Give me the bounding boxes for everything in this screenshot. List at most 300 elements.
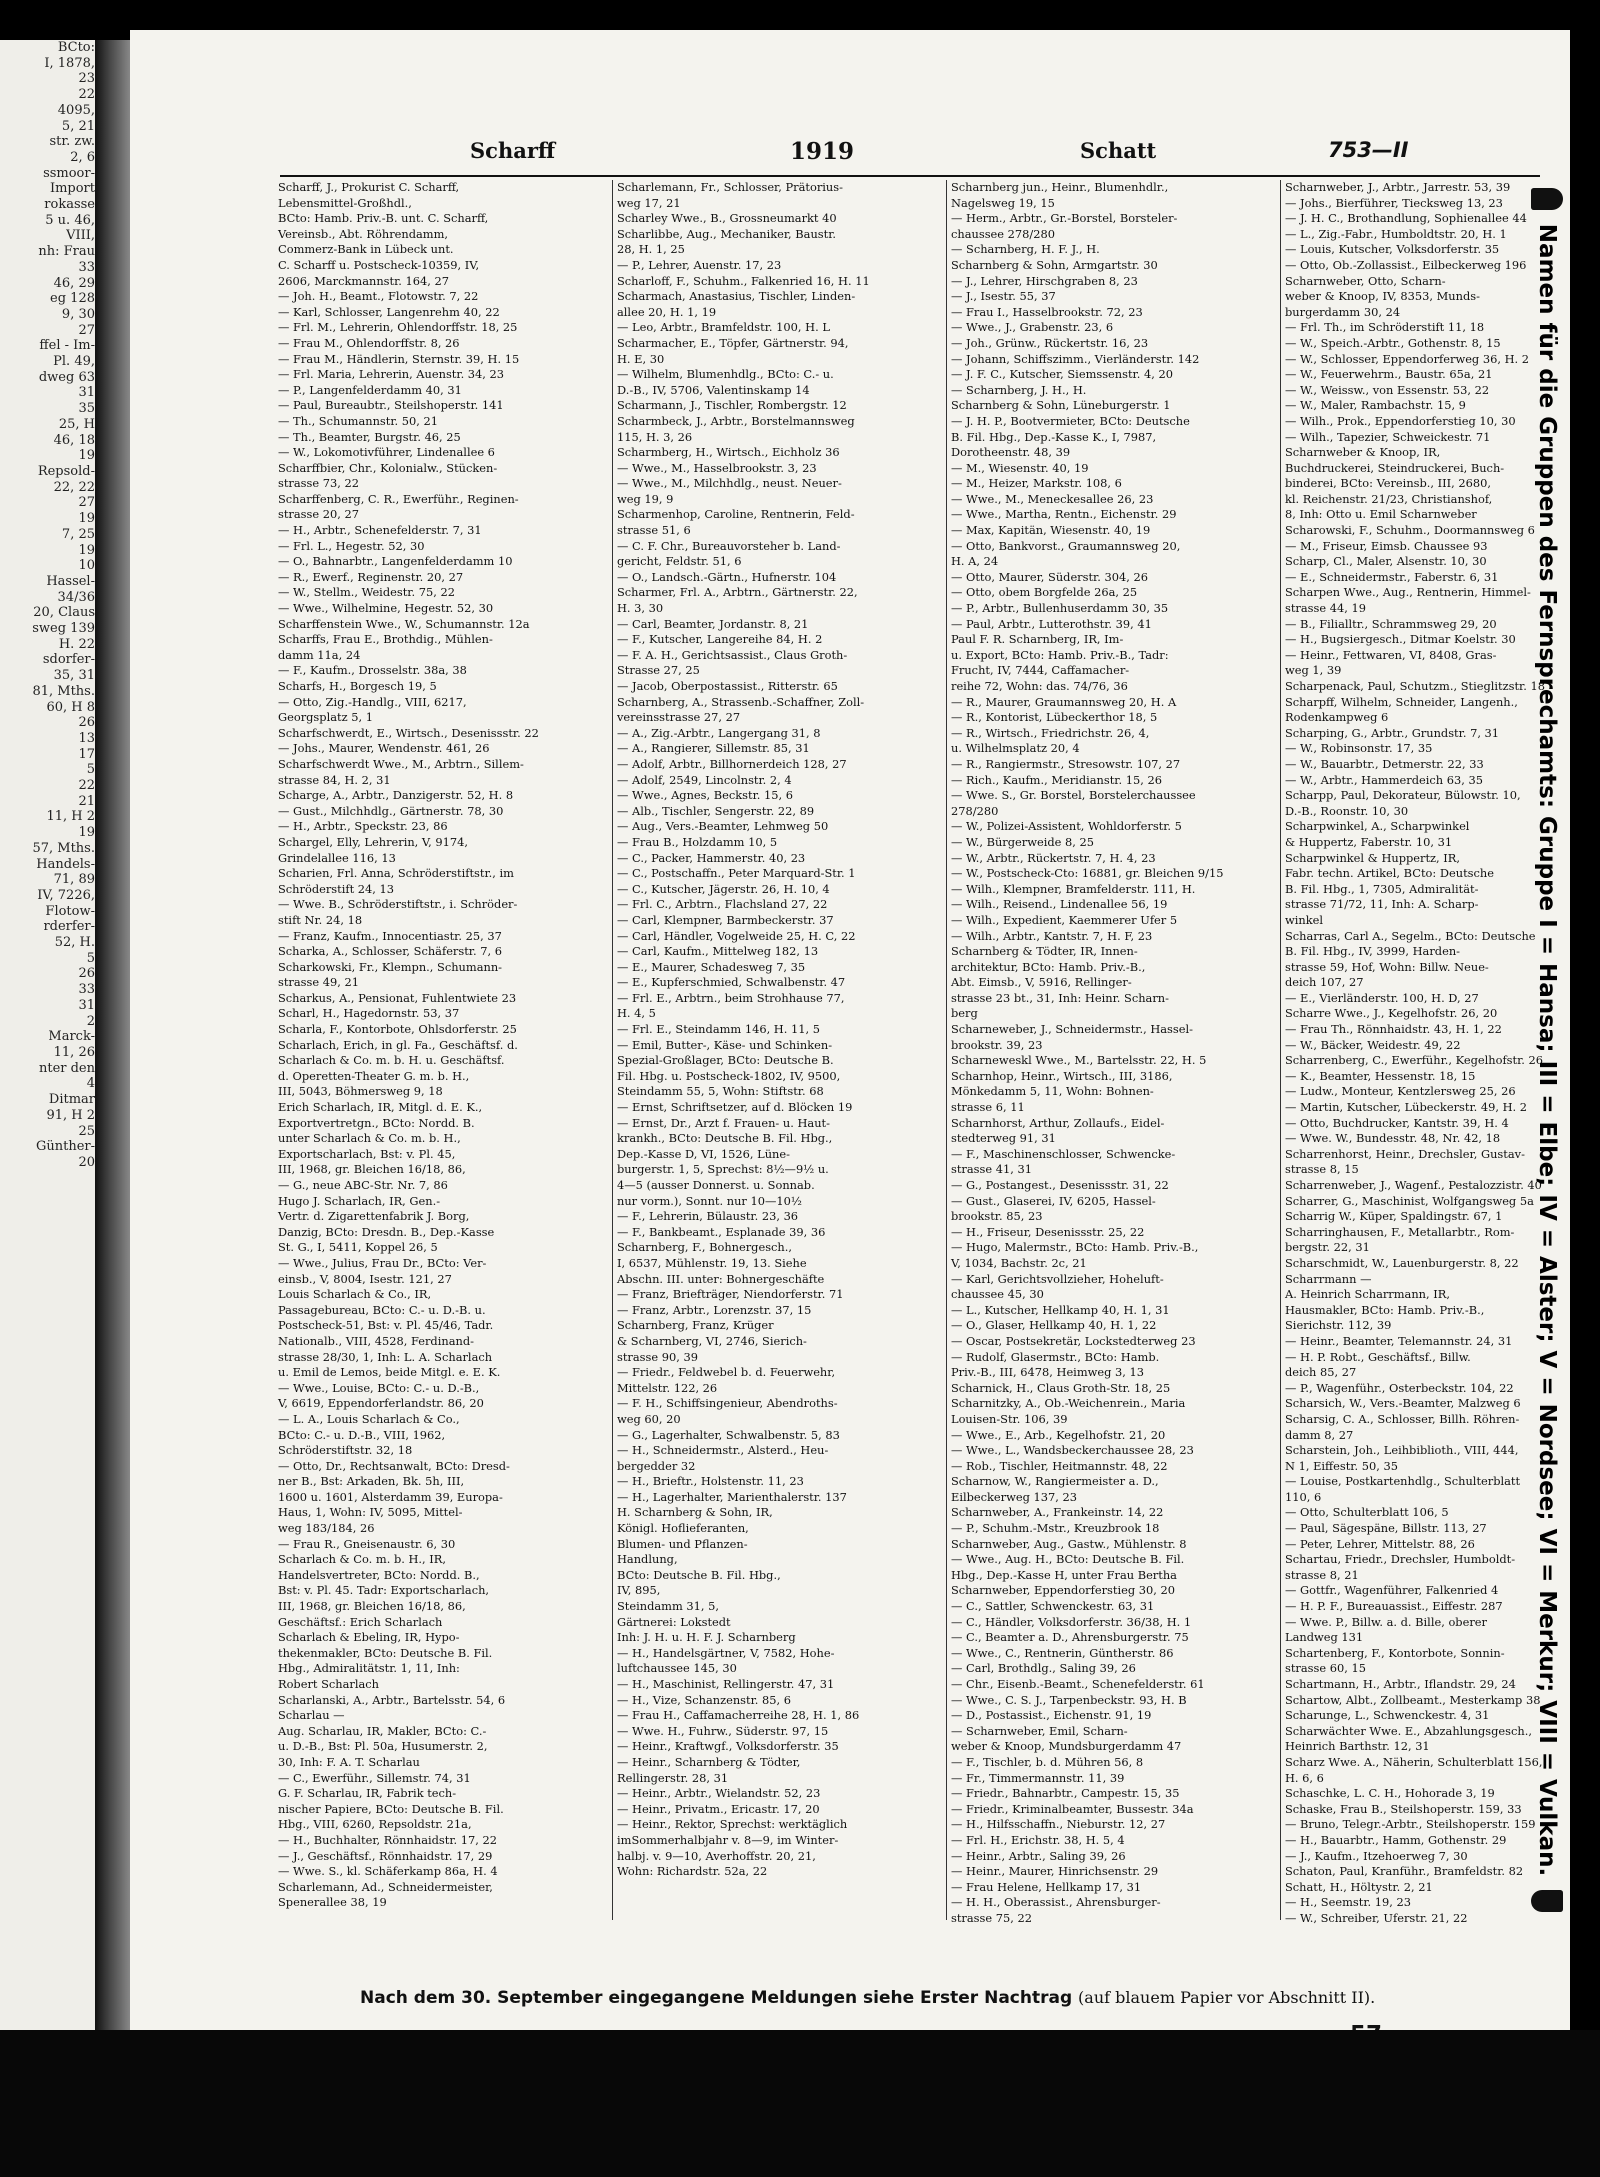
- directory-entry: Abschn. III. unter: Bohnergeschäfte: [617, 1271, 825, 1286]
- directory-entry: — Wilh., Klempner, Bramfelderstr. 111, H.: [951, 881, 1196, 896]
- directory-entry: Scharnweber, Otto, Scharn-: [1285, 273, 1446, 288]
- directory-entry: Grindelallee 116, 13: [278, 850, 396, 865]
- directory-entry: damm 8, 27: [1285, 1427, 1354, 1442]
- directory-entry: damm 11a, 24: [278, 647, 361, 662]
- directory-entry: Exportvertretgn., BCto: Nordd. B.: [278, 1115, 475, 1130]
- directory-entry: — Rich., Kaufm., Meridianstr. 15, 26: [951, 772, 1162, 787]
- directory-entry: — Emil, Butter-, Käse- und Schinken-: [617, 1037, 833, 1052]
- directory-entry: Hbg., VIII, 6260, Repsoldstr. 21a,: [278, 1817, 472, 1832]
- directory-entry: Hbg., Admiralitätstr. 1, 11, Inh:: [278, 1661, 460, 1676]
- directory-entry: Haus, 1, Wohn: IV, 5095, Mittel-: [278, 1505, 463, 1520]
- directory-entry: Scharstein, Joh., Leihbiblioth., VIII, 444,: [1285, 1443, 1519, 1458]
- directory-entry: strasse 6, 11: [951, 1100, 1025, 1115]
- directory-entry: weg 19, 9: [617, 491, 674, 506]
- directory-entry: Scharpwinkel, A., Scharpwinkel: [1285, 819, 1470, 834]
- directory-entry: — Friedr., Bahnarbtr., Campestr. 15, 35: [951, 1786, 1180, 1801]
- directory-entry: — F., Kutscher, Langereihe 84, H. 2: [617, 632, 823, 647]
- directory-entry: D.-B., IV, 5706, Valentinskamp 14: [617, 382, 810, 397]
- directory-entry: — C., Ewerführ., Sillemstr. 74, 31: [278, 1770, 471, 1785]
- adjacent-page-text: 11, 26: [53, 1045, 95, 1060]
- directory-entry: Scharneweber, J., Schneidermstr., Hassel-: [951, 1022, 1193, 1037]
- directory-entry: — Franz, Kaufm., Innocentiastr. 25, 37: [278, 928, 502, 943]
- directory-entry: — Scharnberg, J. H., H.: [951, 382, 1087, 397]
- adjacent-page-text: ffel - Im-: [39, 338, 95, 354]
- directory-entry: B. Fil. Hbg., 1, 7305, Admiralität-: [1285, 881, 1479, 896]
- directory-entry: — Otto, Bankvorst., Graumannsweg 20,: [951, 538, 1181, 553]
- directory-entry: strasse 41, 31: [951, 1162, 1032, 1177]
- adjacent-page-text: 35, 31: [53, 668, 95, 684]
- directory-entry: — P., Lehrer, Auenstr. 17, 23: [617, 257, 782, 272]
- directory-entry: — M., Friseur, Eimsb. Chaussee 93: [1285, 538, 1488, 553]
- directory-entry: — E., Kupferschmied, Schwalbenstr. 47: [617, 975, 846, 990]
- directory-entry: — H., Vize, Schanzenstr. 85, 6: [617, 1692, 792, 1707]
- scan-bottom-shadow: [0, 2030, 1600, 2177]
- directory-entry: stedterweg 91, 31: [951, 1131, 1056, 1146]
- directory-entry: III, 5043, Böhmersweg 9, 18: [278, 1084, 443, 1099]
- directory-entry: — G., neue ABC-Str. Nr. 7, 86: [278, 1178, 448, 1192]
- directory-entry: — C., Beamter a. D., Ahrensburgerstr. 75: [951, 1630, 1189, 1645]
- directory-entry: — W., Bürgerweide 8, 25: [951, 834, 1094, 849]
- directory-entry: — Martin, Kutscher, Lübeckerstr. 49, H. 2: [1285, 1100, 1528, 1115]
- directory-entry: — Carl, Brothdlg., Saling 39, 26: [951, 1661, 1136, 1676]
- directory-entry: — Wwe., M., Meneckesallee 26, 23: [951, 491, 1154, 506]
- adjacent-page-text: nh: Frau: [38, 244, 95, 260]
- adjacent-page-text: Marck-: [48, 1029, 95, 1045]
- directory-entry: architektur, BCto: Hamb. Priv.-B.,: [951, 959, 1146, 974]
- directory-entry: Schaschke, L. C. H., Hohorade 3, 19: [1285, 1786, 1495, 1801]
- directory-entry: Hausmakler, BCto: Hamb. Priv.-B.,: [1285, 1302, 1485, 1317]
- directory-entry: — E., Maurer, Schadesweg 7, 35: [617, 959, 806, 974]
- directory-entry: — W., Arbtr., Rückertstr. 7, H. 4, 23: [951, 850, 1156, 865]
- directory-entry: BCto: Hamb. Priv.-B. unt. C. Scharff,: [278, 211, 489, 226]
- adjacent-page-text: 11, H 2: [46, 809, 95, 825]
- adjacent-page-text: Günther-: [35, 1139, 95, 1155]
- directory-entry: — R., Ewerf., Reginenstr. 20, 27: [278, 569, 464, 584]
- adjacent-page-text: 19: [78, 511, 95, 527]
- directory-entry: — Paul, Arbtr., Lutterothstr. 39, 41: [951, 616, 1152, 631]
- directory-entry: — H., Friseur, Desenissstr. 25, 22: [951, 1224, 1145, 1239]
- directory-entry: chaussee 45, 30: [951, 1287, 1044, 1302]
- directory-entry: Königl. Hoflieferanten,: [617, 1521, 749, 1536]
- directory-entry: Nationalb., VIII, 4528, Ferdinand-: [278, 1333, 474, 1348]
- directory-entry: Gärtnerei: Lokstedt: [617, 1614, 731, 1629]
- directory-entry: Scharwächter Wwe. E., Abzahlungsgesch.,: [1285, 1723, 1532, 1738]
- directory-entry: strasse 28/30, 1, Inh: L. A. Scharlach: [278, 1349, 493, 1364]
- directory-entry: G. F. Scharlau, IR, Fabrik tech-: [278, 1786, 457, 1801]
- directory-entry: — Otto, Zig.-Handlg., VIII, 6217,: [278, 694, 467, 709]
- directory-entry: — M., Heizer, Markstr. 108, 6: [951, 476, 1122, 491]
- directory-entry: — J., Isestr. 55, 37: [951, 289, 1056, 304]
- telephone-groups-banner: [1525, 180, 1569, 1920]
- adjacent-page-text: 22, 22: [53, 479, 95, 495]
- directory-entry: Scharpwinkel & Huppertz, IR,: [1285, 850, 1460, 865]
- directory-entry: Nagelsweg 19, 15: [951, 195, 1055, 210]
- directory-entry: H. Scharnberg & Sohn, IR,: [617, 1505, 773, 1520]
- directory-entry: Scharlemann, Ad., Schneidermeister,: [278, 1879, 493, 1894]
- directory-entry: — Carl, Händler, Vogelweide 25, H. C, 22: [617, 928, 856, 943]
- directory-entry: strasse 84, H. 2, 31: [278, 772, 391, 787]
- directory-entry: — Frl. E., Arbtrn., beim Strohhause 77,: [617, 990, 845, 1005]
- directory-entry: A. Heinrich Scharrmann, IR,: [1285, 1287, 1450, 1302]
- directory-entry: Scharre Wwe., J., Kegelhofstr. 26, 20: [1285, 1006, 1498, 1021]
- directory-entry: — Gottfr., Wagenführer, Falkenried 4: [1285, 1583, 1499, 1598]
- directory-entry: — C., Postschaffn., Peter Marquard-Str. 1: [617, 866, 856, 881]
- directory-entry: weg 1, 39: [1285, 663, 1342, 678]
- directory-entry: Scharnhop, Heinr., Wirtsch., III, 3186,: [951, 1068, 1173, 1083]
- directory-entry: — Franz, Briefträger, Niendorferstr. 71: [617, 1287, 844, 1302]
- directory-entry: Rodenkampweg 6: [1285, 710, 1389, 725]
- directory-entry: — Frau I., Hasselbrookstr. 72, 23: [951, 304, 1143, 319]
- directory-entry: — D., Postassist., Eichenstr. 91, 19: [951, 1708, 1152, 1723]
- directory-entry: — Wwe. S., Gr. Borstel, Borstelerchaussee: [951, 788, 1196, 803]
- directory-column-4: [1280, 180, 1545, 1925]
- directory-entry: Scharlach, Erich, in gl. Fa., Geschäftsf. d.: [278, 1037, 518, 1052]
- directory-entry: — M., Wiesenstr. 40, 19: [951, 460, 1089, 475]
- directory-entry: Scharnweber, J., Arbtr., Jarrestr. 53, 39: [1285, 180, 1511, 194]
- directory-entry: — W., Robinsonstr. 17, 35: [1285, 741, 1433, 756]
- directory-entry: — F., Bankbeamt., Esplanade 39, 36: [617, 1224, 826, 1239]
- directory-entry: Scharowski, F., Schuhm., Doormannsweg 6: [1285, 523, 1535, 538]
- directory-entry: — Heinr., Rektor, Sprechst: werktäglich: [617, 1817, 848, 1832]
- directory-entry: — Wilhelm, Blumenhdlg., BCto: C.- u.: [617, 367, 834, 382]
- directory-entry: burgerdamm 30, 24: [1285, 304, 1401, 319]
- directory-entry: luftchaussee 145, 30: [617, 1661, 737, 1676]
- directory-entry: & Huppertz, Faberstr. 10, 31: [1285, 834, 1453, 849]
- directory-entry: — Frl. L., Hegestr. 52, 30: [278, 538, 425, 553]
- directory-entry: Scharpp, Paul, Dekorateur, Bülowstr. 10,: [1285, 788, 1521, 803]
- adjacent-page-text: 52, H.: [54, 935, 95, 951]
- directory-entry: gericht, Feldstr. 51, 6: [617, 554, 742, 569]
- adjacent-page-text: Flotow-: [45, 903, 95, 919]
- directory-entry: — Wwe. B., Schröderstiftstr., i. Schröder-: [278, 897, 518, 912]
- directory-entry: — G., Lagerhalter, Schwalbenstr. 5, 83: [617, 1427, 840, 1442]
- directory-entry: — Wwe., M., Hasselbrookstr. 3, 23: [617, 460, 817, 475]
- directory-entry: Scharfs, H., Borgesch 19, 5: [278, 679, 437, 693]
- adjacent-page-text: Hassel-: [46, 573, 95, 589]
- adjacent-page-text: dweg 63: [38, 369, 95, 385]
- directory-entry: winkel: [1285, 912, 1324, 927]
- directory-entry: Scharffenberg, C. R., Ewerführ., Reginen-: [278, 491, 519, 506]
- header-page-ref: 753—II: [1328, 138, 1409, 162]
- directory-entry: Scharfschwerdt, E., Wirtsch., Desenissstr. 22: [278, 725, 539, 740]
- directory-entry: V, 1034, Bachstr. 2c, 21: [951, 1255, 1087, 1270]
- supplement-note-rest: (auf blauem Papier vor Abschnitt II).: [1078, 1988, 1376, 2007]
- directory-entry: Scharping, G., Arbtr., Grundstr. 7, 31: [1285, 725, 1500, 740]
- directory-entry: Schartau, Friedr., Drechsler, Humboldt-: [1285, 1552, 1516, 1567]
- directory-entry: Steindamm 55, 5, Wohn: Stiftstr. 68: [617, 1084, 824, 1099]
- directory-entry: — Karl, Schlosser, Langenrehm 40, 22: [278, 304, 500, 319]
- adjacent-page-text: Ditmar: [48, 1092, 95, 1108]
- directory-entry: deich 85, 27: [1285, 1365, 1357, 1380]
- adjacent-page-text: 2: [86, 1013, 95, 1029]
- directory-entry: Scharschmidt, W., Lauenburgerstr. 8, 22: [1285, 1255, 1519, 1270]
- directory-entry: Scharffs, Frau E., Brothdig., Mühlen-: [278, 632, 493, 647]
- directory-entry: — Rob., Tischler, Heitmannstr. 48, 22: [951, 1458, 1168, 1473]
- adjacent-page-text: I, 1878,: [44, 55, 95, 71]
- directory-entry: — F., Maschinenschlosser, Schwencke-: [951, 1146, 1176, 1161]
- directory-entry: 4—5 (ausser Donnerst. u. Sonnab.: [617, 1178, 815, 1192]
- directory-entry: 30, Inh: F. A. T. Scharlau: [278, 1754, 420, 1769]
- directory-entry: Scharffenstein Wwe., W., Schumannstr. 12a: [278, 616, 530, 631]
- directory-entry: Georgsplatz 5, 1: [278, 710, 373, 725]
- adjacent-page-text: 5: [86, 950, 95, 966]
- directory-entry: Scharmenhop, Caroline, Rentnerin, Feld-: [617, 507, 855, 522]
- directory-entry: Inh: J. H. u. H. F. J. Scharnberg: [617, 1630, 796, 1645]
- directory-entry: Scharnberg jun., Heinr., Blumenhdlr.,: [951, 180, 1169, 194]
- adjacent-page-text: ssmoor-: [43, 165, 95, 181]
- directory-entry: — Joh., Grünw., Rückertstr. 16, 23: [951, 335, 1149, 350]
- directory-entry: BCto: C.- u. D.-B., VIII, 1962,: [278, 1427, 446, 1442]
- directory-entry: Spezial-Großlager, BCto: Deutsche B.: [617, 1053, 834, 1068]
- adjacent-page-text: 46, 18: [53, 432, 95, 448]
- directory-page: [130, 30, 1570, 2050]
- directory-entry: Fil. Hbg. u. Postscheck-1802, IV, 9500,: [617, 1068, 841, 1083]
- directory-entry: u. Export, BCto: Hamb. Priv.-B., Tadr:: [951, 647, 1169, 662]
- directory-entry: — Scharnberg, H. F. J., H.: [951, 242, 1100, 257]
- directory-entry: strasse 49, 21: [278, 975, 359, 990]
- directory-entry: Heinrich Barthstr. 12, 31: [1285, 1739, 1430, 1754]
- adjacent-page-text: 20: [78, 1154, 95, 1170]
- directory-entry: brookstr. 39, 23: [951, 1037, 1043, 1052]
- directory-entry: H. 6, 6: [1285, 1770, 1324, 1785]
- directory-entry: III, 1968, gr. Bleichen 16/18, 86,: [278, 1162, 466, 1177]
- directory-entry: thekenmakler, BCto: Deutsche B. Fil.: [278, 1645, 493, 1660]
- directory-entry: — Wilh., Tapezier, Schweickestr. 71: [1285, 429, 1491, 444]
- directory-entry: Scharfschwerdt Wwe., M., Arbtrn., Sillem-: [278, 756, 524, 771]
- directory-entry: — Heinr., Arbtr., Wielandstr. 52, 23: [617, 1786, 821, 1801]
- directory-entry: — H., Arbtr., Schenefelderstr. 7, 31: [278, 523, 482, 538]
- directory-entry: — Th., Beamter, Burgstr. 46, 25: [278, 429, 461, 444]
- adjacent-page-text: 27: [78, 495, 95, 511]
- directory-entry: weber & Knoop, Mundsburgerdamm 47: [951, 1739, 1182, 1754]
- directory-entry: — Wilh., Prok., Eppendorferstieg 10, 30: [1285, 413, 1516, 428]
- directory-entry: Scharrenberg, C., Ewerführ., Kegelhofstr. 26: [1285, 1053, 1544, 1068]
- adjacent-page-text: 57, Mths.: [32, 840, 95, 856]
- directory-entry: bergstr. 22, 31: [1285, 1240, 1370, 1255]
- directory-entry: — P., Langenfelderdamm 40, 31: [278, 382, 462, 397]
- directory-entry: Scharlau —: [278, 1708, 345, 1723]
- directory-entry: Strasse 27, 25: [617, 663, 700, 678]
- directory-entry: burgerstr. 1, 5, Sprechst: 8½—9½ u.: [617, 1162, 829, 1177]
- directory-entry: — Frl. Th., im Schröderstift 11, 18: [1285, 320, 1485, 335]
- directory-entry: — O., Landsch.-Gärtn., Hufnerstr. 104: [617, 569, 837, 584]
- directory-entry: — F. A. H., Gerichtsassist., Claus Groth-: [617, 647, 848, 662]
- adjacent-page-text: 25: [78, 1123, 95, 1139]
- directory-entry: BCto: Deutsche B. Fil. Hbg.,: [617, 1567, 781, 1582]
- adjacent-page-text: 9, 30: [61, 306, 95, 322]
- directory-entry: — Gust., Glaserei, IV, 6205, Hassel-: [951, 1193, 1156, 1208]
- directory-entry: Scharnberg, F., Bohnergesch.,: [617, 1240, 793, 1255]
- running-header: [130, 138, 1570, 170]
- directory-entry: Scharmer, Frl. A., Arbtrn., Gärtnerstr. 22,: [617, 585, 858, 600]
- adjacent-page-text: Import: [49, 181, 95, 197]
- directory-entry: — W., Schlosser, Eppendorferweg 36, H. 2: [1285, 351, 1530, 366]
- directory-entry: weg 60, 20: [617, 1411, 681, 1426]
- directory-entry: Scharley Wwe., B., Grossneumarkt 40: [617, 211, 837, 226]
- directory-entry: Scharnow, W., Rangiermeister a. D.,: [951, 1474, 1159, 1489]
- directory-entry: — Alb., Tischler, Sengerstr. 22, 89: [617, 803, 815, 818]
- directory-entry: Sierichstr. 112, 39: [1285, 1318, 1392, 1333]
- directory-entry: B. Fil. Hbg., IV, 3999, Harden-: [1285, 944, 1461, 959]
- directory-entry: — G., Postangest., Desenissstr. 31, 22: [951, 1178, 1169, 1192]
- directory-entry: — Heinr., Scharnberg & Tödter,: [617, 1754, 801, 1769]
- directory-entry: — C. F. Chr., Bureauvorsteher b. Land-: [617, 538, 841, 553]
- adjacent-page-text: 46, 29: [53, 275, 95, 291]
- directory-entry: Scharras, Carl A., Segelm., BCto: Deutsche: [1285, 928, 1536, 943]
- adjacent-page-text: 31: [78, 997, 95, 1013]
- directory-entry: Scharpen Wwe., Aug., Rentnerin, Himmel-: [1285, 585, 1531, 600]
- directory-entry: Scharkowski, Fr., Klempn., Schumann-: [278, 959, 503, 974]
- directory-entry: — F. H., Schiffsingenieur, Abendroths-: [617, 1396, 838, 1411]
- directory-entry: — Rudolf, Glasermstr., BCto: Hamb.: [951, 1349, 1160, 1364]
- adjacent-page-text: 35: [78, 401, 95, 417]
- directory-entry: — W., Weissw., von Essenstr. 53, 22: [1285, 382, 1490, 397]
- directory-entry: — Frl. C., Arbtrn., Flachsland 27, 22: [617, 897, 828, 912]
- adjacent-page-text: sweg 139: [32, 621, 95, 637]
- directory-entry: nur vorm.), Sonnt. nur 10—10½: [617, 1193, 802, 1208]
- directory-entry: — Otto, Maurer, Süderstr. 304, 26: [951, 569, 1148, 584]
- directory-entry: — Leo, Arbtr., Bramfeldstr. 100, H. L: [617, 320, 830, 335]
- directory-entry: — Paul, Bureaubtr., Steilshoperstr. 141: [278, 398, 504, 413]
- directory-entry: — H., Bugsiergesch., Ditmar Koelstr. 30: [1285, 632, 1516, 647]
- directory-entry: H. 3, 30: [617, 601, 664, 616]
- directory-entry: allee 20, H. 1, 19: [617, 304, 717, 319]
- directory-entry: — W., Postscheck-Cto: 16881, gr. Bleichen 9/15: [951, 866, 1224, 881]
- directory-entry: Scharnberg & Tödter, IR, Innen-: [951, 944, 1138, 959]
- header-last-name: Schatt: [1080, 138, 1157, 163]
- directory-entry: — P., Wagenführ., Osterbeckstr. 104, 22: [1285, 1380, 1514, 1395]
- directory-entry: Dorotheenstr. 48, 39: [951, 445, 1071, 460]
- directory-entry: — Ludw., Monteur, Kentzlersweg 25, 26: [1285, 1084, 1516, 1099]
- directory-entry: Robert Scharlach: [278, 1677, 380, 1691]
- directory-entry: — Wwe., Wilhelmine, Hegestr. 52, 30: [278, 601, 494, 616]
- directory-entry: strasse 20, 27: [278, 507, 359, 522]
- adjacent-page-text: 25, H: [58, 416, 95, 432]
- directory-entry: Handelsvertreter, BCto: Nordd. B.,: [278, 1567, 480, 1582]
- adjacent-page-text: 17: [78, 746, 95, 762]
- directory-entry: — J. H. C., Brothandlung, Sophienallee 44: [1285, 211, 1527, 226]
- directory-entry: — Wilh., Expedient, Kaemmerer Ufer 5: [951, 912, 1178, 927]
- directory-entry: — Frau H., Caffamacherreihe 28, H. 1, 86: [617, 1708, 860, 1723]
- directory-entry: Postscheck-51, Bst: v. Pl. 45/46, Tadr.: [278, 1318, 494, 1333]
- directory-entry: Buchdruckerei, Steindruckerei, Buch-: [1285, 460, 1505, 475]
- adjacent-page-text: VIII,: [66, 228, 95, 244]
- directory-entry: strasse 51, 6: [617, 523, 691, 538]
- directory-entry: — Wwe., L., Wandsbeckerchaussee 28, 23: [951, 1443, 1194, 1458]
- directory-entry: berg: [951, 1006, 978, 1021]
- adjacent-page-text: 33: [78, 259, 95, 275]
- directory-entry: — W., Polizei-Assistent, Wohldorferstr. 5: [951, 819, 1182, 834]
- directory-entry: III, 1968, gr. Bleichen 16/18, 86,: [278, 1599, 466, 1614]
- directory-entry: strasse 59, Hof, Wohn: Billw. Neue-: [1285, 959, 1489, 974]
- directory-entry: Louisen-Str. 106, 39: [951, 1411, 1068, 1426]
- directory-entry: Priv.-B., III, 6478, Heimweg 3, 13: [951, 1365, 1145, 1380]
- directory-entry: Eilbeckerweg 137, 23: [951, 1489, 1077, 1504]
- directory-entry: Scharnitzky, A., Ob.-Weichenrein., Maria: [951, 1396, 1186, 1411]
- adjacent-page-text: rokasse: [44, 197, 95, 213]
- directory-entry: — Carl, Klempner, Barmbeckerstr. 37: [617, 912, 834, 927]
- telephone-groups-text: Namen für die Gruppen des Fernsprechamts: Gruppe I = Hansa; III = Elbe; IV = Alster; V = Nordsee; VI = Merkur; VIII = Vulkan.: [1534, 223, 1560, 1877]
- adjacent-page-text: Handels-: [36, 856, 95, 872]
- directory-entry: — Gust., Milchhdlg., Gärtnerstr. 78, 30: [278, 803, 504, 818]
- directory-entry: — H., Arbtr., Speckstr. 23, 86: [278, 819, 448, 834]
- adjacent-page-text: 21: [78, 793, 95, 809]
- directory-entry: Scharrer, G., Maschinist, Wolfgangsweg 5a: [1285, 1193, 1534, 1208]
- directory-entry: H. E, 30: [617, 351, 665, 366]
- directory-entry: Scharla, F., Kontorbote, Ohlsdorferstr. 25: [278, 1022, 517, 1037]
- directory-entry: Scharmann, J., Tischler, Rombergstr. 12: [617, 398, 847, 413]
- directory-entry: Bst: v. Pl. 45. Tadr: Exportscharlach,: [278, 1583, 490, 1598]
- directory-entry: 2606, Marckmannstr. 164, 27: [278, 273, 450, 288]
- directory-entry: Scharlach & Co. m. b. H. u. Geschäftsf.: [278, 1053, 505, 1068]
- directory-entry: — Adolf, Arbtr., Billhornerdeich 128, 27: [617, 756, 847, 771]
- directory-entry: — A., Rangierer, Sillemstr. 85, 31: [617, 741, 810, 756]
- adjacent-page-text: 7, 25: [61, 526, 95, 542]
- directory-entry: — Wwe., C., Rentnerin, Güntherstr. 86: [951, 1645, 1174, 1660]
- directory-entry: — P., Schuhm.-Mstr., Kreuzbrook 18: [951, 1521, 1160, 1536]
- directory-entry: — Hugo, Malermstr., BCto: Hamb. Priv.-B.,: [951, 1240, 1199, 1255]
- directory-entry: — H., Buchhalter, Rönnhaidstr. 17, 22: [278, 1832, 498, 1847]
- directory-entry: — Otto, Dr., Rechtsanwalt, BCto: Dresd-: [278, 1458, 510, 1473]
- directory-entry: strasse 8, 15: [1285, 1162, 1359, 1177]
- directory-entry: strasse 8, 21: [1285, 1567, 1359, 1582]
- supplement-note-bold: Nach dem 30. September eingegangene Meldungen siehe Erster Nachtrag: [360, 1988, 1073, 2008]
- directory-entry: kl. Reichenstr. 21/23, Christianshof,: [1285, 491, 1493, 506]
- directory-entry: Scharrig W., Küper, Spaldingstr. 67, 1: [1285, 1209, 1503, 1224]
- directory-entry: — Wwe., M., Milchhdlg., neust. Neuer-: [617, 476, 842, 491]
- directory-entry: — F., Tischler, b. d. Mühren 56, 8: [951, 1754, 1144, 1769]
- directory-entry: Schargel, Elly, Lehrerin, V, 9174,: [278, 834, 469, 849]
- directory-entry: — Heinr., Kraftwgf., Volksdorferstr. 35: [617, 1739, 839, 1754]
- directory-entry: N 1, Eiffestr. 50, 35: [1285, 1458, 1398, 1473]
- directory-entry: — H., Hilfsschaffn., Nieburstr. 12, 27: [951, 1817, 1166, 1832]
- directory-entry: u. Emil de Lemos, beide Mitgl. e. E. K.: [278, 1365, 501, 1380]
- adjacent-page-text: 26: [78, 966, 95, 982]
- directory-entry: Scharz Wwe. A., Näherin, Schulterblatt 156,: [1285, 1754, 1543, 1769]
- directory-entry: — O., Bahnarbtr., Langenfelderdamm 10: [278, 554, 513, 569]
- directory-entry: Schaton, Paul, Kranführ., Bramfeldstr. 82: [1285, 1864, 1524, 1879]
- directory-entry: — Wwe., Agnes, Beckstr. 15, 6: [617, 788, 793, 803]
- directory-entry: halbj. v. 9—10, Averhoffstr. 20, 21,: [617, 1848, 816, 1863]
- directory-entry: strasse 71/72, 11, Inh: A. Scharp-: [1285, 897, 1479, 912]
- adjacent-page-text: 20, Claus: [33, 605, 95, 621]
- directory-entry: — J., Lehrer, Hirschgraben 8, 23: [951, 273, 1138, 288]
- directory-entry: — Otto, Ob.-Zollassist., Eilbeckerweg 196: [1285, 257, 1527, 272]
- directory-entry: — Wwe., E., Arb., Kegelhofstr. 21, 20: [951, 1427, 1166, 1442]
- directory-entry: Scharnberg, Franz, Krüger: [617, 1318, 774, 1333]
- directory-entry: B. Fil. Hbg., Dep.-Kasse K., I, 7987,: [951, 429, 1157, 444]
- directory-entry: Scharl, H., Hagedornstr. 53, 37: [278, 1006, 460, 1021]
- directory-entry: — Otto, obem Borgfelde 26a, 25: [951, 585, 1138, 600]
- directory-entry: — W., Bauarbtr., Detmerstr. 22, 33: [1285, 756, 1484, 771]
- directory-entry: nischer Papiere, BCto: Deutsche B. Fil.: [278, 1801, 504, 1816]
- directory-column-2: [612, 180, 941, 1920]
- directory-entry: strasse 23 bt., 31, Inh: Heinr. Scharn-: [951, 990, 1169, 1005]
- directory-entry: Scharmacher, E., Töpfer, Gärtnerstr. 94,: [617, 335, 849, 350]
- directory-entry: — J., Geschäftsf., Rönnhaidstr. 17, 29: [278, 1848, 493, 1863]
- adjacent-page-text: 22: [78, 87, 95, 103]
- directory-entry: Geschäftsf.: Erich Scharlach: [278, 1614, 443, 1629]
- directory-entry: ner B., Bst: Arkaden, Bk. 5h, III,: [278, 1474, 465, 1489]
- directory-column-3: [946, 180, 1275, 1925]
- adjacent-page-text: H. 22: [58, 636, 95, 652]
- directory-entry: Hugo J. Scharlach, IR, Gen.-: [278, 1193, 441, 1208]
- directory-entry: — Frau Th., Rönnhaidstr. 43, H. 1, 22: [1285, 1022, 1502, 1037]
- directory-entry: Scharnberg & Sohn, Armgartstr. 30: [951, 257, 1158, 272]
- directory-entry: — W., Maler, Rambachstr. 15, 9: [1285, 398, 1466, 413]
- adjacent-page-text: eg 128: [50, 291, 95, 307]
- directory-entry: Exportscharlach, Bst: v. Pl. 45,: [278, 1146, 456, 1161]
